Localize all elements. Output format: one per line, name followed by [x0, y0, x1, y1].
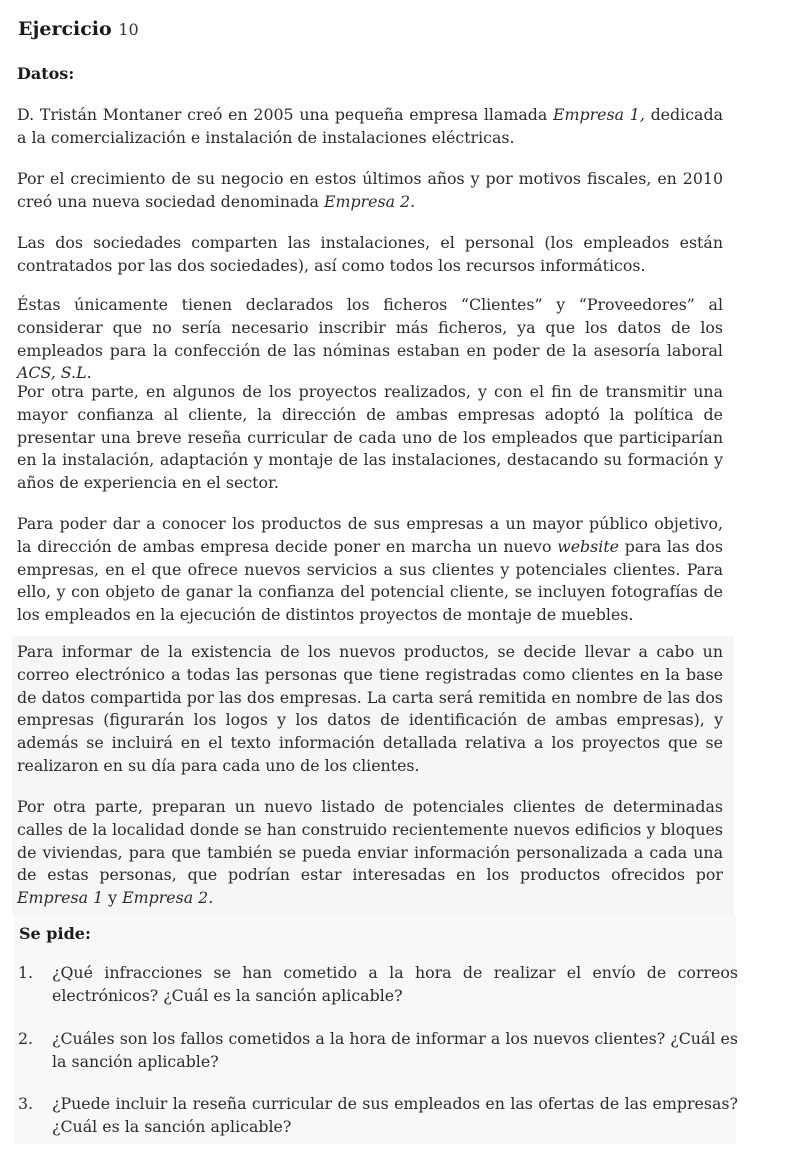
- question-3-number: 3.: [18, 1094, 34, 1113]
- question-1-number: 1.: [18, 963, 34, 982]
- company-1-ref: Empresa 1: [17, 888, 104, 908]
- company-2-name: Empresa 2.: [323, 191, 416, 211]
- se-pide-heading: Se pide:: [19, 924, 91, 943]
- exercise-number: 10: [118, 20, 139, 39]
- paragraph-6-text-a: Para poder dar a conocer los productos de sus empresas a un mayor público objetivo, la dirección de ambas empresa decide poner en marcha un nuevo: [17, 514, 723, 556]
- company-2-ref: Empresa 2.: [122, 888, 214, 908]
- question-3: [18, 1093, 738, 1139]
- question-2-text: ¿Cuáles son los fallos cometidos a la hora de informar a los nuevos clientes? ¿Cuál es la sanción aplicable?: [52, 1029, 738, 1071]
- paragraph-7: [17, 641, 723, 778]
- labor-advisory-name: ACS, S.L.: [17, 363, 92, 383]
- paragraph-5-text: Por otra parte, en algunos de los proyectos realizados, y con el fin de transmitir una mayor confianza al cliente, la dirección de ambas empresas adoptó la política de presentar una breve reseña curricular de cada uno de los empleados que participarían en la instalación, adaptación y montaje de las instalaciones, destacando su formación y años de experiencia en el sector.: [17, 382, 723, 493]
- company-1-name: Empresa 1,: [553, 105, 645, 124]
- paragraph-1-text-c: dedicada a la comercialización e instalación de instalaciones eléctricas.: [17, 105, 723, 147]
- paragraph-6: [17, 513, 723, 627]
- paragraph-3-text: Las dos sociedades comparten las instalaciones, el personal (los empleados están contratados por las dos sociedades), así como todos los recursos informáticos.: [17, 233, 723, 275]
- paragraph-1: [17, 104, 723, 150]
- paragraph-7-text: Para informar de la existencia de los nuevos productos, se decide llevar a cabo un correo electrónico a todas las personas que tiene registradas como clientes en la base de datos compartida por las dos empresas. La carta será remitida en nombre de las dos empresas (figurarán los logos y los datos de identificación de ambas empresas), y además se incluirá en el texto información detallada relativa a los proyectos que se realizaron en su día para cada uno de los clientes.: [17, 642, 723, 775]
- question-2-number: 2.: [18, 1029, 34, 1048]
- paragraph-2: [17, 168, 723, 214]
- paragraph-4-text-a: Éstas únicamente tienen declarados los ficheros “Clientes” y “Proveedores” al considerar que no sería necesario inscribir más ficheros, ya que los datos de los empleados para la confección de las nóminas estaban en poder de la asesoría laboral: [17, 295, 723, 360]
- paragraph-6-text-c: para las dos empresas, en el que ofrece nuevos servicios a sus clientes y potenciales clientes. Para ello, y con objeto de ganar la confianza del potencial cliente, se incluyen fotografías de los empleados en la ejecución de distintos proyectos de montaje de muebles.: [17, 536, 724, 625]
- paragraph-8: [17, 796, 723, 910]
- exercise-title: [18, 18, 139, 40]
- paragraph-5: [17, 381, 723, 495]
- question-1: [18, 962, 738, 1008]
- paragraph-3: [17, 232, 723, 278]
- paragraph-4: [17, 294, 723, 385]
- paragraph-2-text-a: Por el crecimiento de su negocio en estos últimos años y por motivos fiscales, en 2010 creó una nueva sociedad denominada: [17, 169, 723, 211]
- question-2: [18, 1028, 738, 1074]
- paragraph-8-text-a: Por otra parte, preparan un nuevo listado de potenciales clientes de determinadas calles de la localidad donde se han construido recientemente nuevos edificios y bloques de viviendas, para que también se pueda enviar información personalizada a cada una de estas personas, que podrían estar interesadas en los productos ofrecidos por: [17, 797, 723, 885]
- paragraph-1-text-a: D. Tristán Montaner creó en 2005 una pequeña empresa llamada: [17, 105, 553, 124]
- website-term: website: [557, 536, 620, 556]
- question-3-text: ¿Puede incluir la reseña curricular de sus empleados en las ofertas de las empresas? ¿Cuál es la sanción aplicable?: [52, 1094, 738, 1136]
- question-1-text: ¿Qué infracciones se han cometido a la hora de realizar el envío de correos electrónicos? ¿Cuál es la sanción aplicable?: [52, 963, 738, 1005]
- paragraph-8-text-c: y: [103, 888, 123, 908]
- exercise-title-text: Ejercicio: [18, 18, 112, 40]
- datos-heading: Datos:: [17, 64, 75, 83]
